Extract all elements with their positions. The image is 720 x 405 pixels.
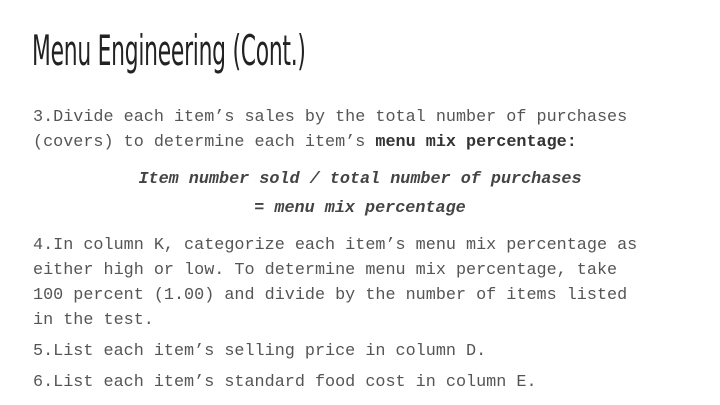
- formula-line-1: Item number sold / total number of purchases: [138, 170, 582, 189]
- step-3-paragraph: [33, 105, 627, 155]
- step-3-line-1: 3.Divide each item’s sales by the total number of purchases: [33, 108, 628, 127]
- step-6-paragraph: 6.List each item’s standard food cost in column E.: [33, 373, 537, 392]
- formula-block: [0, 165, 720, 223]
- slide-title: Menu Engineering (Cont.): [32, 26, 306, 75]
- step-4-line-4: in the test.: [33, 311, 154, 330]
- step-4-line-2: either high or low. To determine menu mix percentage, take: [33, 261, 618, 280]
- formula-line-2: = menu mix percentage: [254, 199, 466, 218]
- step-5-paragraph: 5.List each item’s selling price in column D.: [33, 342, 487, 361]
- step-4-line-3: 100 percent (1.00) and divide by the number of items listed: [33, 286, 628, 305]
- step-4-line-1: 4.In column K, categorize each item’s menu mix percentage as: [33, 236, 638, 255]
- step-3-emphasis: menu mix percentage:: [375, 133, 577, 152]
- step-3-line-2: (covers) to determine each item’s: [33, 133, 376, 152]
- step-4-paragraph: [33, 233, 637, 333]
